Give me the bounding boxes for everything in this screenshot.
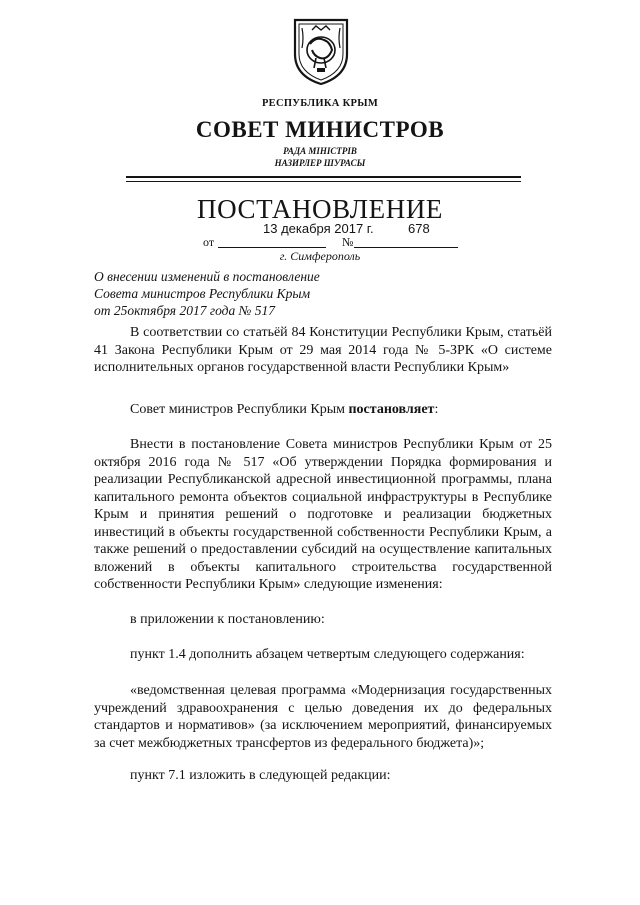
body-paragraph: в приложении к постановлению: — [130, 612, 325, 627]
city-name: г. Симферополь — [279, 249, 361, 263]
body-paragraph: «ведомственная целевая программа «Модернизация государственных учреждений здравоохранения с целью доведения их до федеральных стандартов и нормативов» (за исключением мероприятий, финансируемых за счет межбюджетных трансфертов из федерального бюджета)»; — [94, 683, 552, 751]
resolution-subject — [94, 268, 320, 319]
subject-line: Совета министров Республики Крым — [94, 286, 311, 301]
council-title-crimean-tatar: НАЗИРЛЕР ШУРАСЫ — [274, 158, 366, 168]
resolution-date: 13 декабря 2017 г. — [263, 221, 374, 236]
body-paragraph: пункт 1.4 дополнить абзацем четвертым следующего содержания: — [130, 647, 525, 662]
subject-line: О внесении изменений в постановление — [94, 269, 320, 284]
header-divider-thin — [126, 181, 521, 182]
body-paragraph: В соответствии со статьёй 84 Конституции Республики Крым, статьёй 41 Закона Республики Крым от 29 мая 2014 года № 5-ЗРК «О системе исполнительных органов государственной власти Республики Крым» — [94, 325, 552, 375]
body-paragraph: Внести в постановление Совета министров Республики Крым от 25 октября 2016 года № 517 «Об утверждении Порядка формирования и реализации Республиканской адресной инвестиционной программы, плана капитального ремонта объектов социальной инфраструктуры в Республике Крым и принятия решений о подготовке и реализации бюджетных инвестиций в объекты государственной собственности Республики Крым, а также решений о предоставлении субсидий на осуществление капитальных вложений в объекты капитального строительства государственной собственности Республики Крым» следующие изменения: — [94, 437, 552, 592]
decree-prefix: Совет министров Республики Крым — [130, 402, 349, 417]
date-label: от — [203, 235, 215, 249]
body-paragraph: пункт 7.1 изложить в следующей редакции: — [130, 768, 391, 783]
date-underline — [218, 247, 326, 248]
subject-line: от 25октября 2017 года № 517 — [94, 303, 275, 318]
number-label: № — [342, 235, 354, 249]
decree-verb: постановляет — [348, 402, 435, 417]
council-title-ukrainian: РАДА МІНІСТРІВ — [283, 146, 357, 156]
resolution-number: 678 — [408, 221, 430, 236]
republic-name: РЕСПУБЛИКА КРЫМ — [261, 98, 379, 109]
coat-of-arms-icon — [290, 14, 352, 86]
decree-statement — [94, 401, 552, 419]
decree-suffix: : — [434, 402, 439, 417]
header-divider-thick — [126, 176, 521, 178]
number-underline — [354, 247, 458, 248]
document-type-title: ПОСТАНОВЛЕНИЕ — [196, 194, 444, 224]
council-title: СОВЕТ МИНИСТРОВ — [195, 117, 445, 142]
